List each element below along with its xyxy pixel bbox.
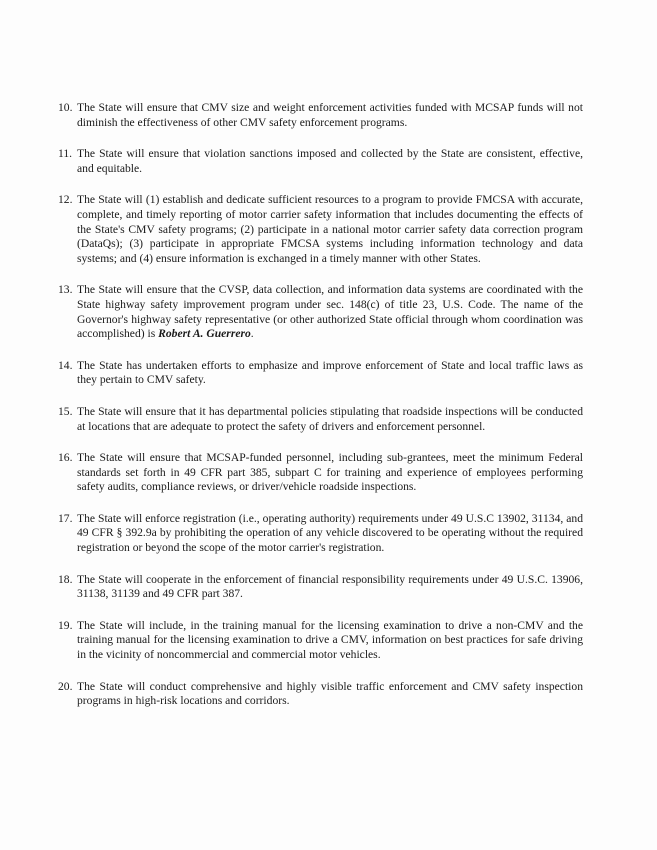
- list-item: [58, 147, 583, 176]
- list-item: [58, 451, 583, 495]
- list-item: [58, 680, 583, 709]
- item-number: 20.: [58, 679, 73, 693]
- list-item: [58, 283, 583, 341]
- assurance-list: [58, 101, 583, 709]
- item-number: 14.: [58, 358, 73, 372]
- list-item: [58, 101, 583, 130]
- item-text: The State will enforce registration (i.e., operating authority) requirements under 49 U.S.C 13902, 31134, and 49 CFR § 392.9a by prohibiting the operation of any vehicle discovered to be operating without the required registration or beyond the scope of the motor carrier's registration.: [77, 511, 583, 555]
- item-text: The State will ensure that it has departmental policies stipulating that roadside inspections will be conducted at locations that are adequate to protect the safety of drivers and enforcement personnel.: [77, 404, 583, 433]
- item-number: 13.: [58, 283, 73, 297]
- official-name: Robert A. Guerrero: [158, 327, 251, 341]
- item-text: The State will ensure that violation sanctions imposed and collected by the State are consistent, effective, and equitable.: [77, 147, 583, 175]
- item-number: 18.: [58, 572, 73, 586]
- item-number: 12.: [58, 193, 73, 207]
- list-item: [58, 619, 583, 663]
- item-number: 10.: [58, 101, 73, 114]
- item-number: 16.: [58, 451, 73, 465]
- item-text: The State will (1) establish and dedicate sufficient resources to a program to provide FMCSA with accurate, complete, and timely reporting of motor carrier safety information that includes documenting the effects of the State's CMV safety programs; (2) participate in a national motor carrier safety data correction program (DataQs); (3) participate in appropriate FMCSA systems including information technology and data systems; and (4) ensure information is exchanged in a timely manner with other States.: [77, 193, 583, 265]
- item-text: The State will conduct comprehensive and highly visible traffic enforcement and CMV safety inspection programs in high-risk locations and corridors.: [77, 679, 583, 708]
- item-text: The State will ensure that MCSAP-funded personnel, including sub-grantees, meet the minimum Federal standards set forth in 49 CFR part 385, subpart C for training and experience of employees performing safety audits, compliance reviews, or driver/vehicle roadside inspections.: [77, 451, 583, 494]
- list-item: [58, 359, 583, 388]
- item-number: 17.: [58, 511, 73, 525]
- item-number: 15.: [58, 404, 73, 418]
- item-text-before: The State will ensure that the CVSP, data collection, and information data systems are coordinated with the State highway safety improvement program under sec. 148(c) of title 23, U.S. Code. The name of the Governor's highway safety representative (or other authorized State official through whom coordination was accomplished) is: [77, 283, 583, 341]
- list-item: [58, 193, 583, 266]
- item-text: The State will ensure that CMV size and weight enforcement activities funded with MCSAP funds will not diminish the effectiveness of other CMV safety enforcement programs.: [77, 101, 583, 129]
- item-text-after: .: [250, 327, 254, 341]
- item-number: 11.: [58, 147, 73, 161]
- list-item: [58, 573, 583, 602]
- list-item: [58, 405, 583, 434]
- item-text: The State has undertaken efforts to emphasize and improve enforcement of State and local traffic laws as they pertain to CMV safety.: [77, 358, 583, 387]
- item-number: 19.: [58, 618, 73, 632]
- item-text: The State will include, in the training manual for the licensing examination to drive a non-CMV and the training manual for the licensing examination to drive a CMV, information on best practices for safe driving in the vicinity of noncommercial and commercial motor vehicles.: [77, 618, 583, 662]
- item-text: The State will cooperate in the enforcement of financial responsibility requirements under 49 U.S.C. 13906, 31138, 31139 and 49 CFR part 387.: [77, 572, 583, 601]
- item-text: [77, 283, 583, 340]
- list-item: [58, 512, 583, 556]
